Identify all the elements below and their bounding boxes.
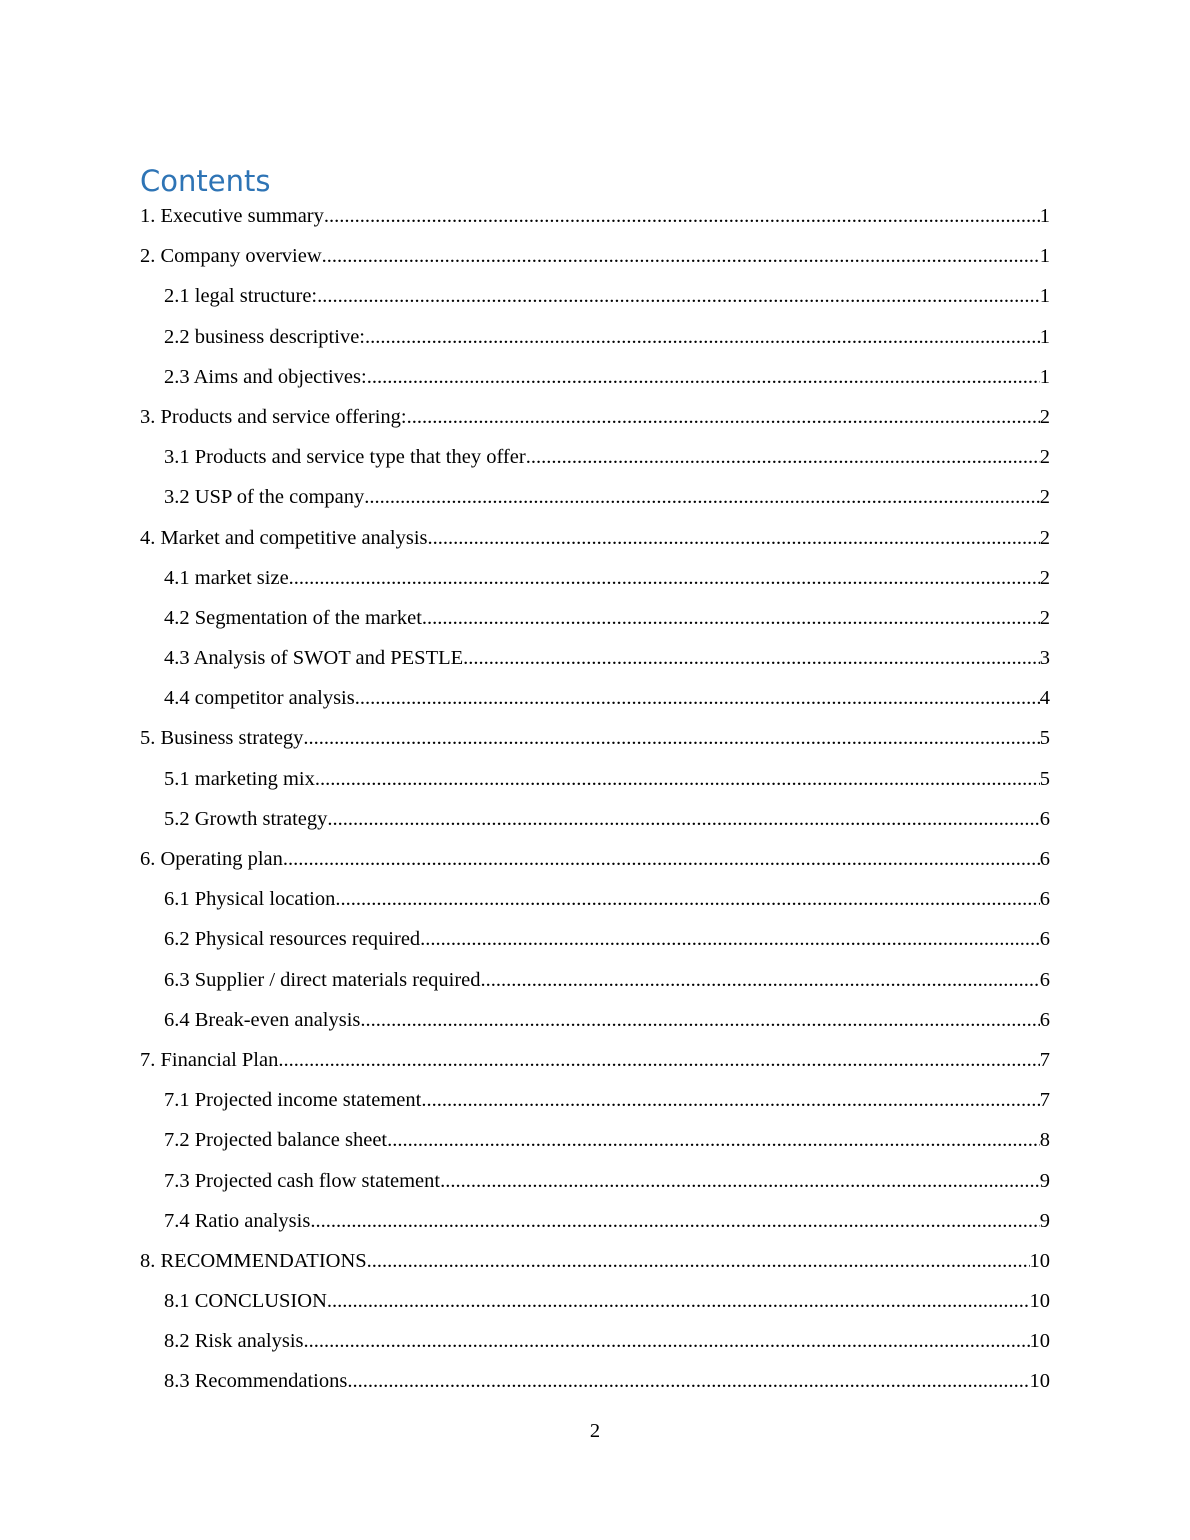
toc-dot-leader — [310, 1201, 1039, 1241]
toc-entry-page: 5 — [1039, 727, 1050, 750]
toc-entry-page: 2 — [1039, 606, 1050, 629]
toc-dot-leader — [364, 477, 1040, 517]
toc-dot-leader — [347, 1361, 1029, 1401]
toc-entry-page: 6 — [1039, 848, 1050, 870]
toc-entry[interactable] — [140, 1040, 1050, 1080]
toc-entry-label: 6. Operating plan — [140, 848, 283, 870]
toc-entry-label: 3.2 USP of the company — [164, 486, 365, 509]
toc-entry[interactable] — [140, 1321, 1050, 1361]
toc-dot-leader — [317, 276, 1040, 316]
toc-entry-page: 1 — [1039, 365, 1050, 388]
toc-dot-leader — [322, 236, 1040, 276]
toc-entry-label: 7.4 Ratio analysis — [164, 1209, 311, 1232]
toc-dot-leader — [387, 1120, 1040, 1160]
toc-entry[interactable] — [140, 317, 1050, 357]
toc-entry-page: 8 — [1039, 1129, 1050, 1152]
toc-entry-page: 10 — [1029, 1330, 1050, 1353]
toc-entry-page: 1 — [1039, 205, 1050, 227]
toc-dot-leader — [355, 678, 1040, 718]
toc-entry[interactable] — [140, 397, 1050, 437]
toc-entry-label: 8. RECOMMENDATIONS — [140, 1249, 367, 1272]
toc-dot-leader — [463, 638, 1040, 678]
toc-entry-label: 7. Financial Plan — [140, 1048, 279, 1071]
toc-entry-label: 2. Company overview — [140, 245, 322, 268]
toc-entry[interactable] — [140, 718, 1050, 758]
toc-entry-page: 3 — [1039, 647, 1050, 670]
toc-dot-leader — [304, 1321, 1030, 1361]
toc-entry[interactable] — [140, 839, 1050, 879]
toc-entry-label: 4.4 competitor analysis — [164, 687, 355, 710]
toc-dot-leader — [289, 558, 1040, 598]
toc-entry[interactable] — [140, 799, 1050, 839]
toc-entry-page: 10 — [1029, 1370, 1050, 1393]
toc-entry[interactable] — [140, 518, 1050, 558]
toc-entry[interactable] — [140, 1000, 1050, 1040]
toc-entry-page: 7 — [1039, 1048, 1050, 1071]
toc-entry-page: 10 — [1029, 1249, 1050, 1272]
toc-entry-label: 8.1 CONCLUSION — [164, 1290, 327, 1313]
toc-dot-leader — [440, 1161, 1040, 1201]
toc-entry-label: 7.1 Projected income statement — [164, 1089, 422, 1112]
toc-dot-leader — [421, 1080, 1039, 1120]
toc-entry-label: 2.2 business descriptive: — [164, 325, 365, 348]
toc-dot-leader — [420, 919, 1040, 959]
toc-dot-leader — [481, 960, 1040, 1000]
toc-dot-leader — [327, 799, 1039, 839]
toc-entry-page: 2 — [1039, 486, 1050, 509]
toc-dot-leader — [526, 437, 1040, 477]
toc-entry[interactable] — [140, 1161, 1050, 1201]
toc-entry[interactable] — [140, 1120, 1050, 1160]
toc-entry-label: 8.2 Risk analysis — [164, 1330, 304, 1353]
toc-dot-leader — [367, 357, 1040, 397]
toc-dot-leader — [422, 598, 1040, 638]
toc-entry[interactable] — [140, 1201, 1050, 1241]
toc-entry-label: 3. Products and service offering: — [140, 405, 407, 428]
toc-entry-page: 6 — [1039, 1008, 1050, 1031]
toc-entry[interactable] — [140, 357, 1050, 397]
toc-entry-page: 1 — [1039, 245, 1050, 268]
toc-entry-page: 6 — [1039, 928, 1050, 951]
toc-dot-leader — [428, 518, 1040, 558]
toc-dot-leader — [278, 1040, 1039, 1080]
toc-entry-label: 4.3 Analysis of SWOT and PESTLE — [164, 647, 464, 670]
toc-entry[interactable] — [140, 879, 1050, 919]
toc-entry-label: 6.4 Break-even analysis — [164, 1008, 361, 1031]
toc-entry[interactable] — [140, 759, 1050, 799]
toc-entry[interactable] — [140, 196, 1050, 236]
toc-entry-label: 1. Executive summary — [140, 205, 324, 227]
toc-dot-leader — [335, 879, 1039, 919]
toc-entry[interactable] — [140, 598, 1050, 638]
toc-dot-leader — [407, 397, 1040, 437]
toc-entry[interactable] — [140, 276, 1050, 316]
toc-entry-label: 4.2 Segmentation of the market — [164, 606, 422, 629]
toc-dot-leader — [303, 718, 1039, 758]
toc-entry-page: 4 — [1039, 687, 1050, 710]
toc-entry-page: 1 — [1039, 285, 1050, 308]
toc-entry-page: 9 — [1039, 1169, 1050, 1192]
toc-entry-page: 2 — [1039, 446, 1050, 469]
toc-entry-label: 7.3 Projected cash flow statement — [164, 1169, 441, 1192]
toc-entry-page: 2 — [1039, 405, 1050, 428]
toc-dot-leader — [283, 839, 1040, 879]
toc-entry[interactable] — [140, 638, 1050, 678]
toc-entry-label: 8.3 Recommendations — [164, 1370, 348, 1393]
toc-entry-label: 6.1 Physical location — [164, 888, 336, 911]
toc-entry-label: 5.2 Growth strategy — [164, 807, 328, 830]
toc-entry-label: 2.3 Aims and objectives: — [164, 365, 367, 388]
toc-heading: Contents — [140, 164, 271, 198]
toc-entry-label: 2.1 legal structure: — [164, 285, 318, 308]
toc-entry[interactable] — [140, 919, 1050, 959]
toc-entry-page: 9 — [1039, 1209, 1050, 1232]
toc-dot-leader — [360, 1000, 1039, 1040]
toc-entry-label: 4. Market and competitive analysis — [140, 526, 428, 549]
toc-entry-page: 1 — [1039, 325, 1050, 348]
toc-entry-label: 6.2 Physical resources required — [164, 928, 421, 951]
toc-dot-leader — [315, 759, 1040, 799]
toc-entry[interactable] — [140, 477, 1050, 517]
toc-dot-leader — [324, 196, 1040, 236]
toc-entry-label: 5. Business strategy — [140, 727, 304, 750]
toc-entry[interactable] — [140, 678, 1050, 718]
table-of-contents — [140, 196, 1050, 1402]
toc-entry[interactable] — [140, 558, 1050, 598]
toc-entry[interactable] — [140, 1080, 1050, 1120]
toc-entry-label: 3.1 Products and service type that they offer — [164, 446, 526, 469]
toc-dot-leader — [367, 1241, 1030, 1281]
toc-entry[interactable] — [140, 960, 1050, 1000]
toc-entry[interactable] — [140, 1281, 1050, 1321]
toc-dot-leader — [327, 1281, 1030, 1321]
toc-entry-page: 2 — [1039, 526, 1050, 549]
toc-entry-page: 6 — [1039, 968, 1050, 991]
toc-entry-page: 10 — [1029, 1290, 1050, 1313]
toc-entry-page: 7 — [1039, 1089, 1050, 1112]
toc-entry-page: 2 — [1039, 566, 1050, 589]
page-number: 2 — [589, 1420, 601, 1442]
toc-entry-page: 6 — [1039, 807, 1050, 830]
toc-entry[interactable] — [140, 236, 1050, 276]
toc-entry[interactable] — [140, 1241, 1050, 1281]
toc-entry-label: 6.3 Supplier / direct materials required — [164, 968, 481, 991]
toc-entry[interactable] — [140, 1361, 1050, 1401]
toc-dot-leader — [365, 317, 1040, 357]
toc-entry-page: 5 — [1039, 767, 1050, 790]
toc-entry[interactable] — [140, 437, 1050, 477]
toc-entry-label: 5.1 marketing mix — [164, 767, 315, 790]
toc-entry-label: 4.1 market size — [164, 566, 289, 589]
toc-entry-label: 7.2 Projected balance sheet — [164, 1129, 388, 1152]
toc-entry-page: 6 — [1039, 888, 1050, 911]
